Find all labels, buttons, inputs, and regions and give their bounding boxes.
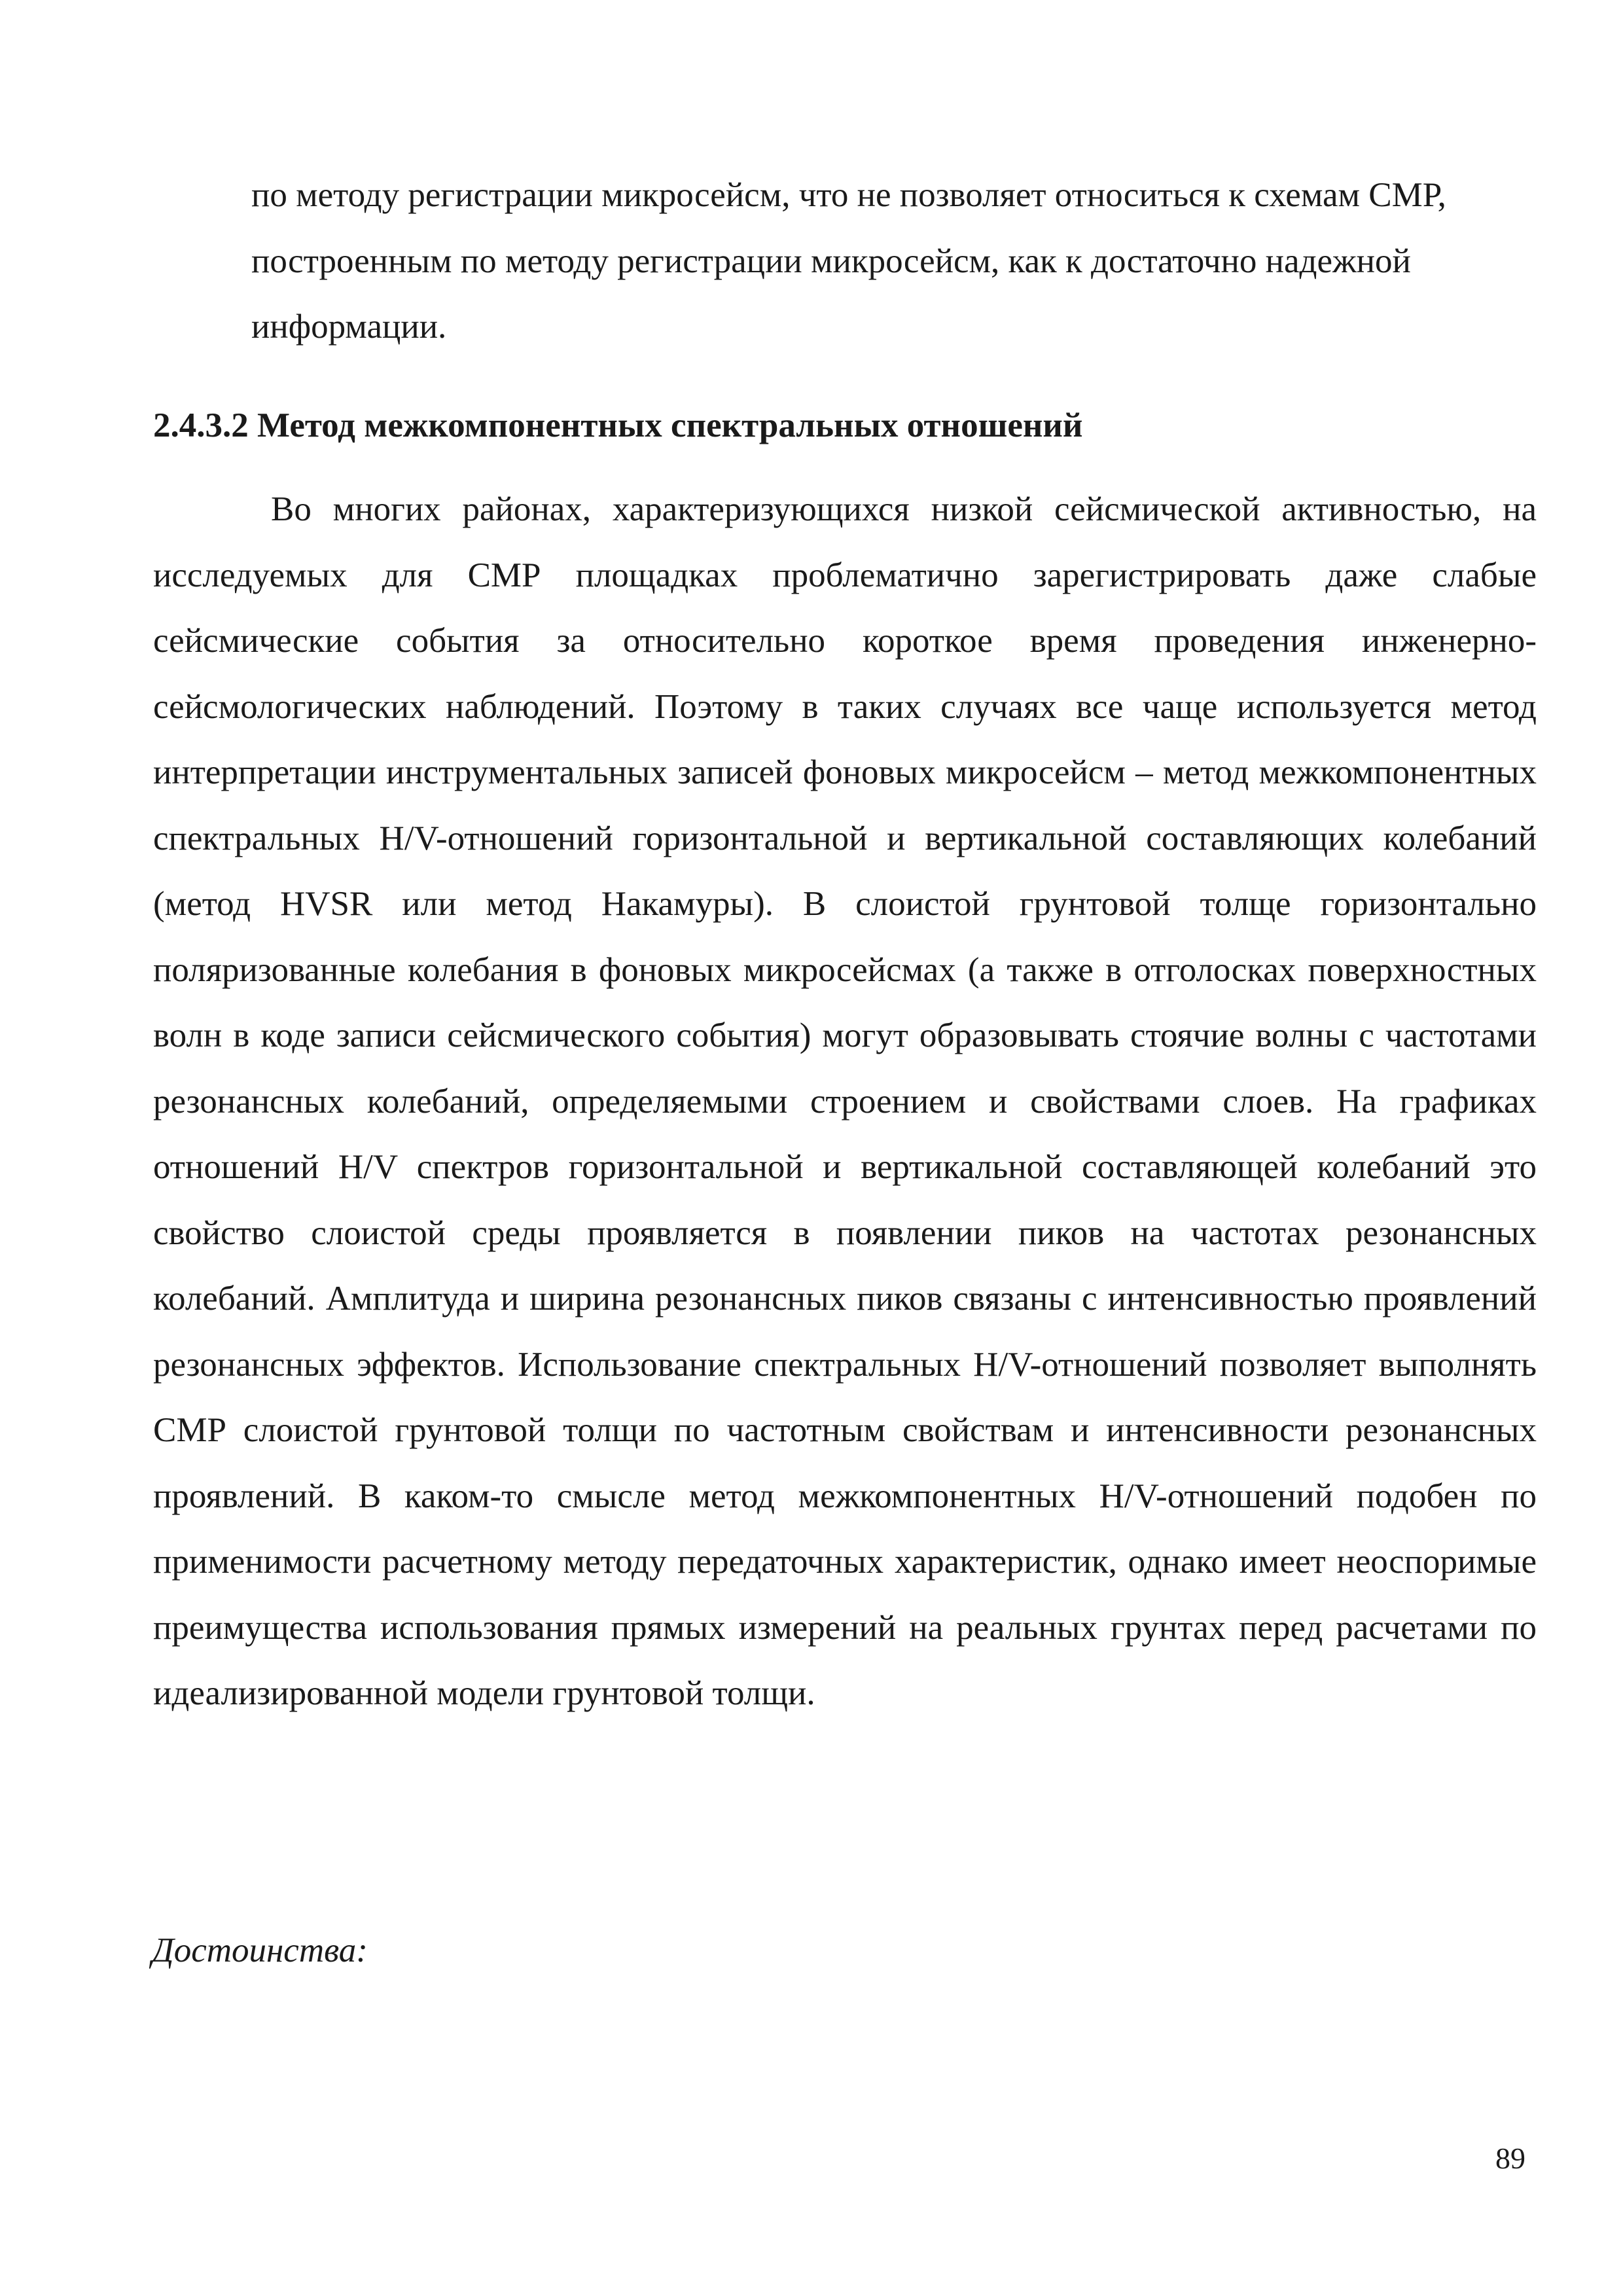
section-heading: 2.4.3.2 Метод межкомпонентных спектральных отношений [153, 406, 1083, 444]
body-paragraph: Во многих районах, характеризующихся низкой сейсмической активностью, на исследуемых для СМР площадках проблематично зарегистрировать даже слабые сейсмические события за относительно короткое время проведения инженерно-сейсмологических наблюдений. Поэтому в таких случаях все чаще используется метод интерпретации инструментальных записей фоновых микросейсм – метод межкомпонентных спектральных H/V-отношений горизонтальной и вертикальной составляющих колебаний (метод HVSR или метод Накамуры). В слоистой грунтовой толще горизонтально поляризованные колебания в фоновых микросейсмах (а также в отголосках поверхностных волн в коде записи сейсмического события) могут образовывать стоячие волны с частотами резонансных колебаний, определяемыми строением и свойствами слоев. На графиках отношений H/V спектров горизонтальной и вертикальной составляющей колебаний это свойство слоистой среды проявляется в появлении пиков на частотах резонансных колебаний. Амплитуда и ширина резонансных пиков связаны с интенсивностью проявлений резонансных эффектов. Использование спектральных H/V-отношений позволяет выполнять СМР слоистой грунтовой толщи по частотным свойствам и интенсивности резонансных проявлений. В каком-то смысле метод межкомпонентных H/V-отношений подобен по применимости расчетному методу передаточных характеристик, однако имеет неоспоримые преимущества использования прямых измерений на реальных грунтах перед расчетами по идеализированной модели грунтовой толщи. [153, 490, 1537, 1712]
continuation-paragraph: по методу регистрации микросейсм, что не позволяет относиться к схемам СМР, построенным по методу регистрации микросейсм, как к достаточно надежной информации. [251, 176, 1446, 346]
page-number: 89 [1495, 2142, 1525, 2175]
advantages-subheading: Достоинства: [152, 1931, 368, 1969]
